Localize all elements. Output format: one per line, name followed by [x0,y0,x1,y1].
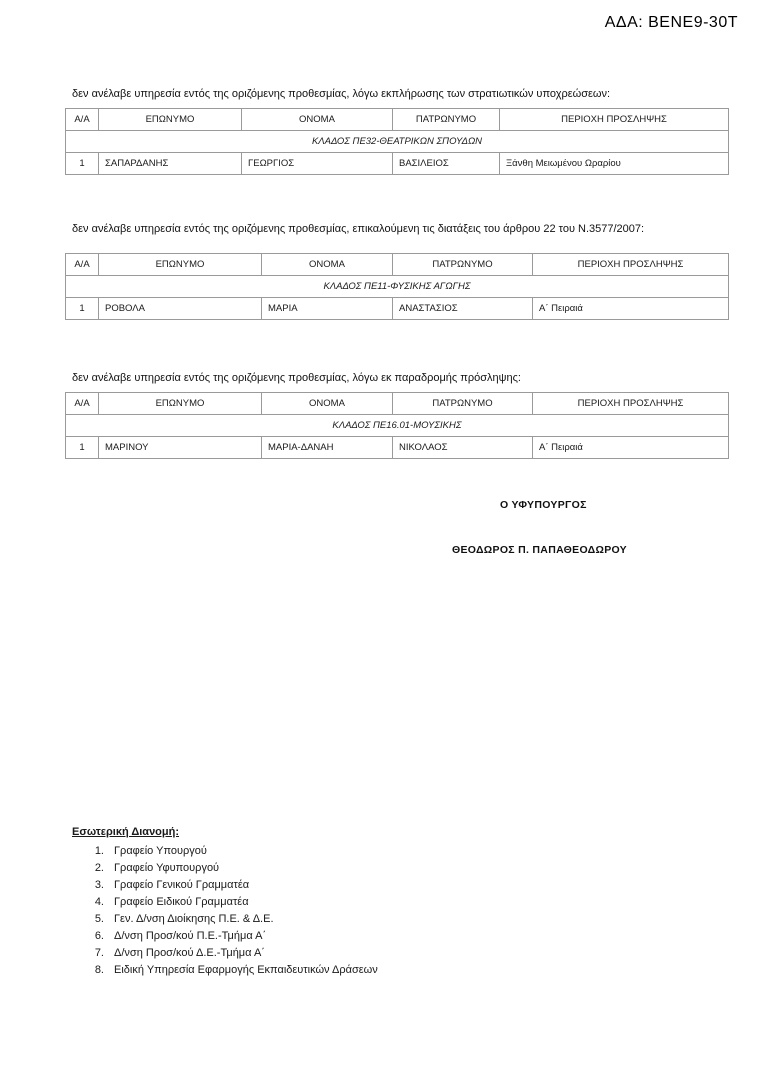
cell-area: Α΄ Πειραιά [533,437,729,459]
section-1-intro: δεν ανέλαβε υπηρεσία εντός της οριζόμενης προθεσμίας, λόγω εκπλήρωσης των στρατιωτικών υποχρεώσεων: [72,88,611,100]
category-row [66,415,729,437]
section-1-table [65,108,729,175]
category-label: ΚΛΑΔΟΣ ΠΕ32-ΘΕΑΤΡΙΚΩΝ ΣΠΟΥΔΩΝ [66,131,729,153]
table-row [66,153,729,175]
list-item [80,894,378,911]
signature-title: Ο ΥΦΥΠΟΥΡΓΟΣ [500,499,587,511]
ada-code: ΑΔΑ: ΒΕΝΕ9-30Τ [604,14,738,31]
table-header-row [66,393,729,415]
col-father: ΠΑΤΡΩΝΥΜΟ [393,254,533,276]
category-row [66,131,729,153]
list-item-text: Δ/νση Προσ/κού Π.Ε.-Τμήμα Α΄ [114,930,267,942]
table-header-row [66,109,729,131]
list-item-text: Γραφείο Υφυπουργού [114,862,220,874]
cell-father: ΑΝΑΣΤΑΣΙΟΣ [393,298,533,320]
list-item-number: 6. [94,930,104,942]
section-2-table [65,253,729,320]
table-row [66,298,729,320]
section-2-intro: δεν ανέλαβε υπηρεσία εντός της οριζόμενης προθεσμίας, επικαλούμενη τις διατάξεις του άρθρου 22 του Ν.3577/2007: [72,223,645,235]
table-row [66,437,729,459]
col-father: ΠΑΤΡΩΝΥΜΟ [393,393,533,415]
list-item-number: 4. [94,896,104,908]
col-father: ΠΑΤΡΩΝΥΜΟ [393,109,500,131]
cell-surname: ΜΑΡΙΝΟΥ [99,437,262,459]
col-name: ΟΝΟΜΑ [262,254,393,276]
col-aa: Α/Α [66,109,99,131]
col-surname: ΕΠΩΝΥΜΟ [99,109,242,131]
list-item [80,962,378,979]
list-item-text: Γραφείο Υπουργού [114,845,207,857]
list-item-number: 7. [94,947,104,959]
cell-aa: 1 [66,298,99,320]
list-item-number: 1. [94,845,104,857]
list-item-text: Γεν. Δ/νση Διοίκησης Π.Ε. & Δ.Ε. [114,913,274,925]
cell-aa: 1 [66,153,99,175]
cell-father: ΒΑΣΙΛΕΙΟΣ [393,153,500,175]
category-label: ΚΛΑΔΟΣ ΠΕ16.01-ΜΟΥΣΙΚΗΣ [66,415,729,437]
list-item-text: Γραφείο Ειδικού Γραμματέα [114,896,249,908]
cell-area: Ξάνθη Μειωμένου Ωραρίου [500,153,729,175]
cell-name: ΓΕΩΡΓΙΟΣ [242,153,393,175]
distribution-title: Εσωτερική Διανομή: [72,826,180,838]
list-item-number: 2. [94,862,104,874]
list-item-text: Γραφείο Γενικού Γραμματέα [114,879,250,891]
col-surname: ΕΠΩΝΥΜΟ [99,393,262,415]
col-area: ΠΕΡΙΟΧΗ ΠΡΟΣΛΗΨΗΣ [500,109,729,131]
list-item [80,877,378,894]
list-item-text: Ειδική Υπηρεσία Εφαρμογής Εκπαιδευτικών Δράσεων [114,964,378,976]
cell-surname: ΣΑΠΑΡΔΑΝΗΣ [99,153,242,175]
col-area: ΠΕΡΙΟΧΗ ΠΡΟΣΛΗΨΗΣ [533,254,729,276]
list-item [80,860,378,877]
signature-name: ΘΕΟΔΩΡΟΣ Π. ΠΑΠΑΘΕΟΔΩΡΟΥ [452,544,627,556]
list-item [80,911,378,928]
cell-area: Α΄ Πειραιά [533,298,729,320]
section-3-table [65,392,729,459]
col-name: ΟΝΟΜΑ [262,393,393,415]
list-item [80,843,378,860]
category-label: ΚΛΑΔΟΣ ΠΕ11-ΦΥΣΙΚΗΣ ΑΓΩΓΗΣ [66,276,729,298]
col-aa: Α/Α [66,393,99,415]
list-item [80,928,378,945]
list-item [80,945,378,962]
category-row [66,276,729,298]
distribution-list [80,843,378,979]
table-header-row [66,254,729,276]
cell-surname: ΡΟΒΟΛΑ [99,298,262,320]
col-surname: ΕΠΩΝΥΜΟ [99,254,262,276]
list-item-number: 3. [94,879,104,891]
cell-name: ΜΑΡΙΑ [262,298,393,320]
section-3-intro: δεν ανέλαβε υπηρεσία εντός της οριζόμενης προθεσμίας, λόγω εκ παραδρομής πρόσληψης: [72,372,521,384]
cell-aa: 1 [66,437,99,459]
cell-name: ΜΑΡΙΑ-ΔΑΝΑΗ [262,437,393,459]
col-name: ΟΝΟΜΑ [242,109,393,131]
col-aa: Α/Α [66,254,99,276]
col-area: ΠΕΡΙΟΧΗ ΠΡΟΣΛΗΨΗΣ [533,393,729,415]
list-item-number: 5. [94,913,104,925]
cell-father: ΝΙΚΟΛΑΟΣ [393,437,533,459]
list-item-text: Δ/νση Προσ/κού Δ.Ε.-Τμήμα Α΄ [114,947,265,959]
list-item-number: 8. [94,964,104,976]
